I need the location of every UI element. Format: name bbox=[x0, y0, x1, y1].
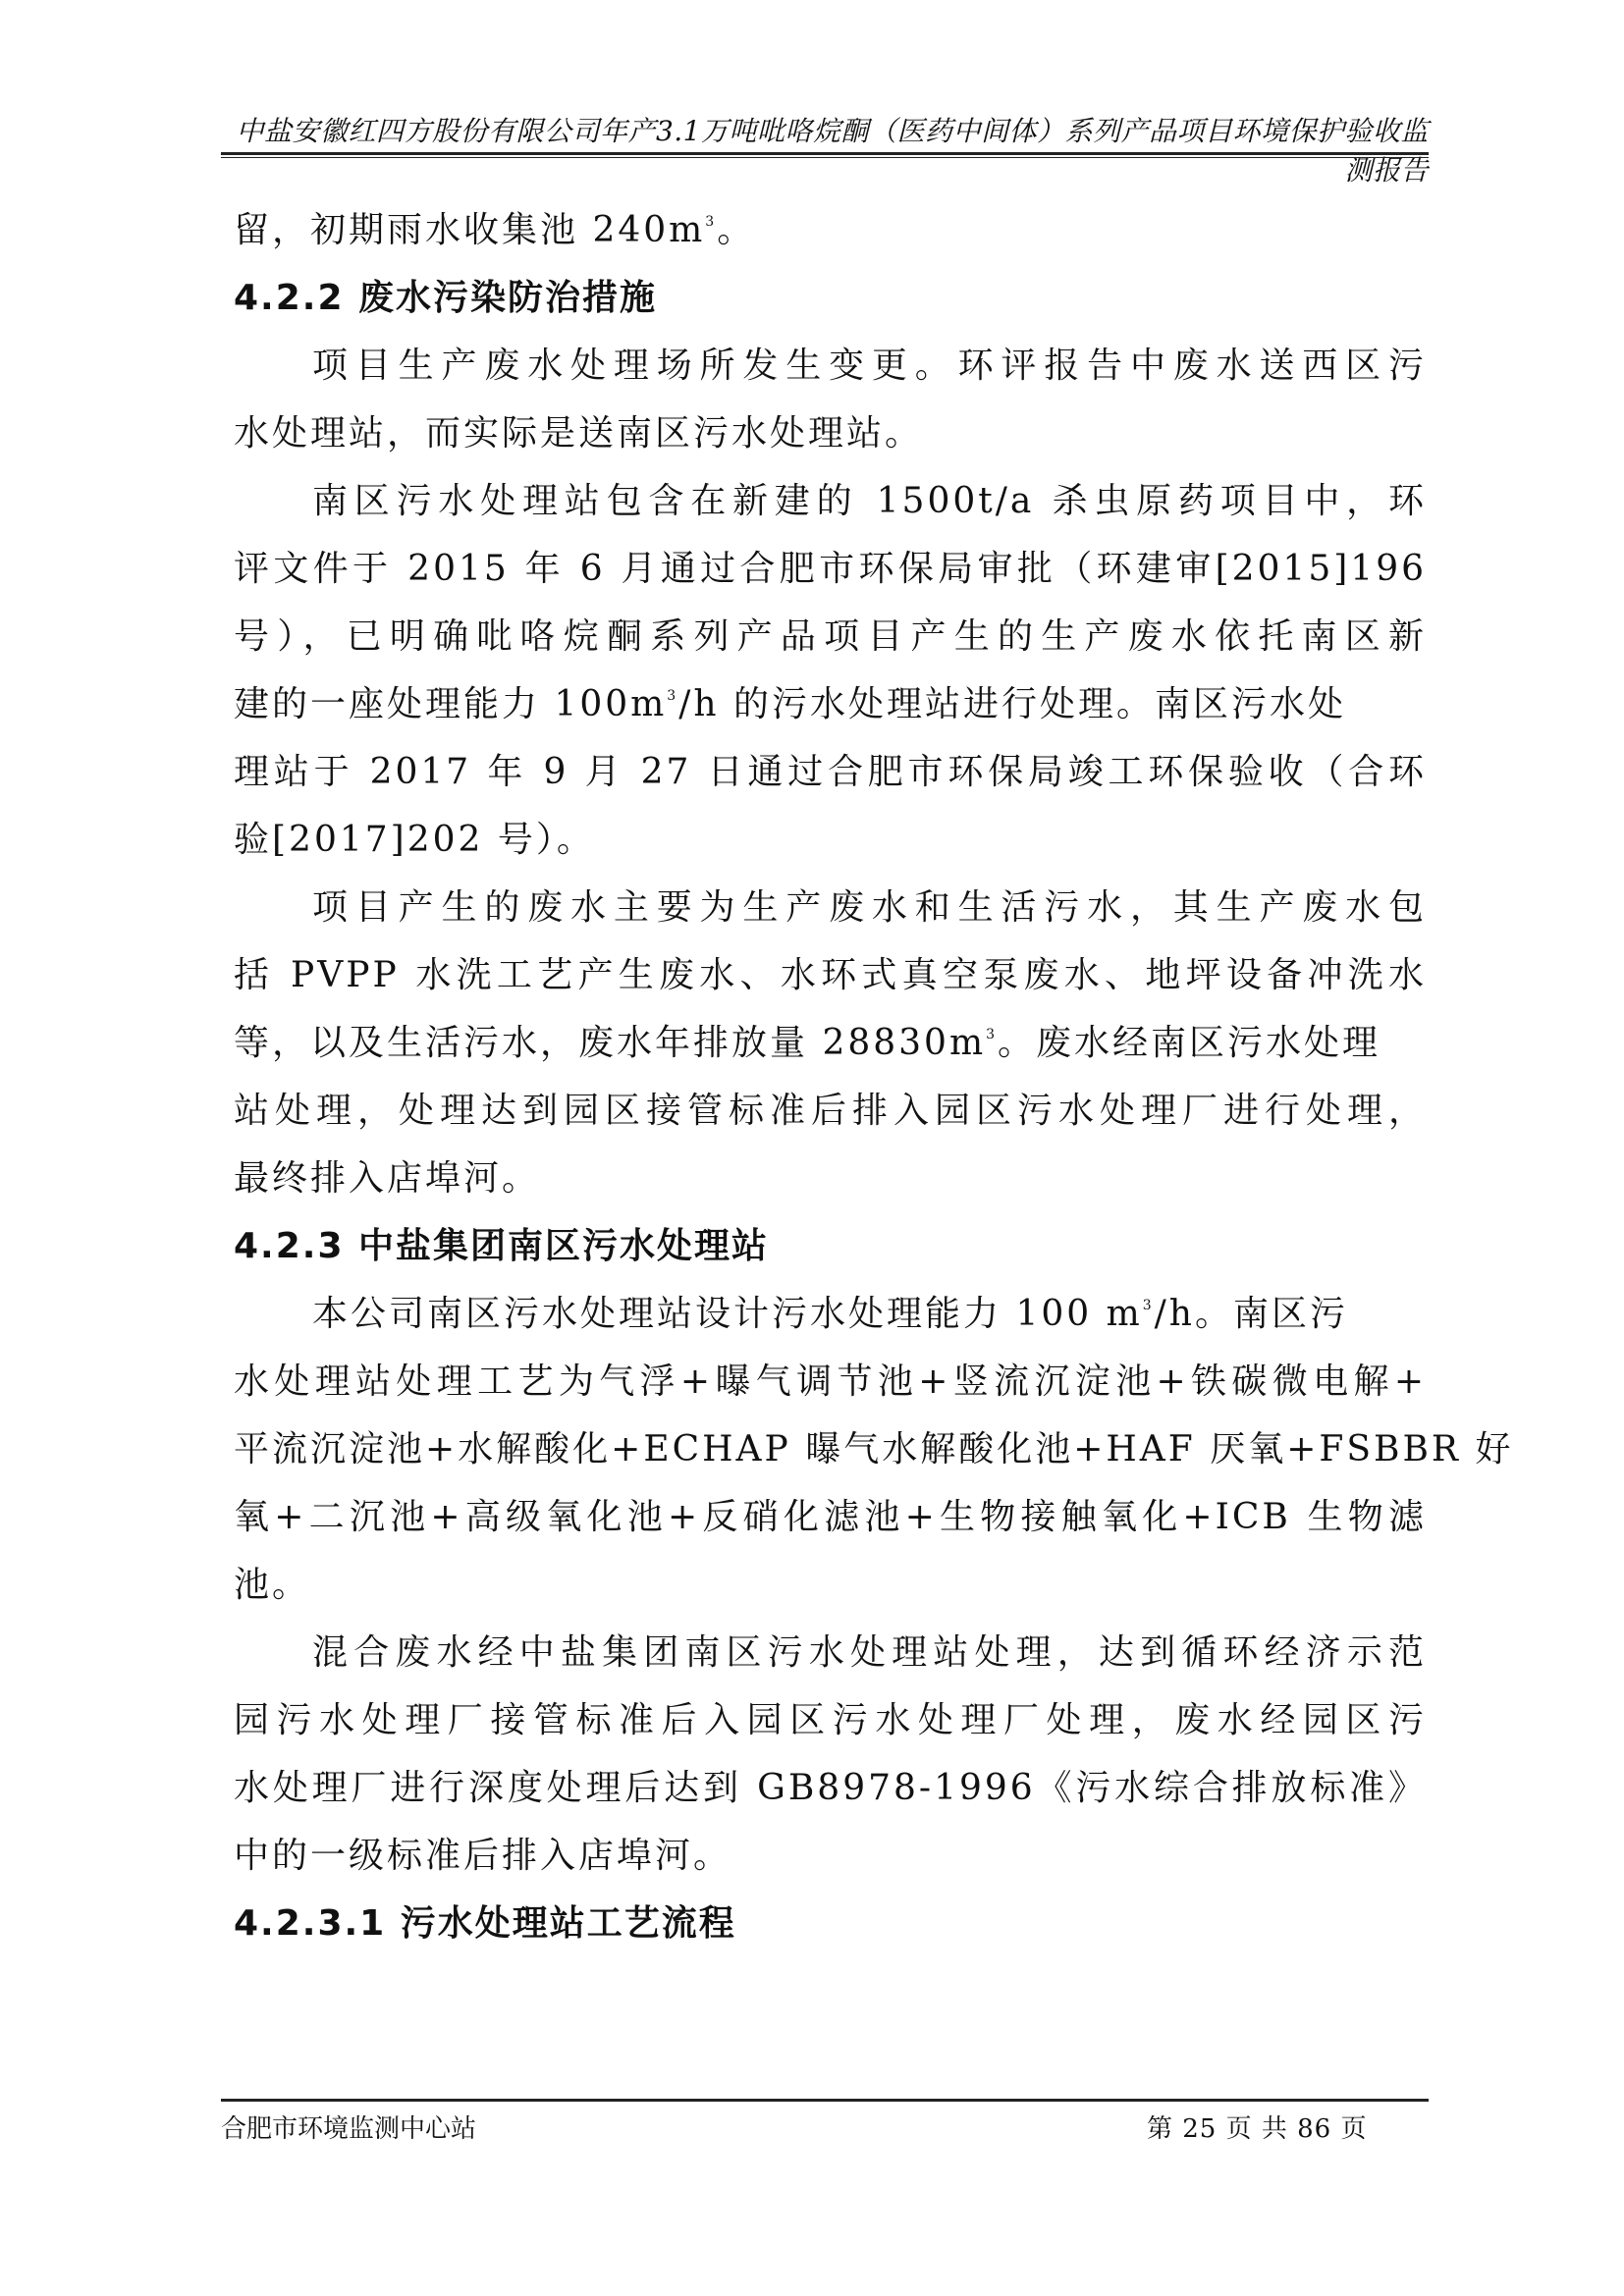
body-line: 园污水处理厂接管标准后入园区污水处理厂处理，废水经园区污 bbox=[234, 1700, 1427, 1740]
body-line: 理站于 2017 年 9 月 27 日通过合肥市环保局竣工环保验收（合环 bbox=[234, 752, 1427, 792]
body-line: 本公司南区污水处理站设计污水处理能力 100 $m^3/h$。南区污 bbox=[312, 1294, 1348, 1334]
footer-divider bbox=[221, 2099, 1429, 2102]
body-line: 水处理站，而实际是送南区污水处理站。 bbox=[234, 413, 924, 454]
body-line: 号），已明确吡咯烷酮系列产品项目产生的生产废水依托南区新 bbox=[234, 616, 1427, 657]
body-line: 括 PVPP 水洗工艺产生废水、水环式真空泵废水、地坪设备冲洗水 bbox=[234, 955, 1427, 995]
section-heading-4-2-3-1: 4.2.3.1 污水处理站工艺流程 bbox=[234, 1903, 736, 1944]
section-heading-4-2-2: 4.2.2 废水污染防治措施 bbox=[234, 278, 658, 318]
body-line: 留，初期雨水收集池 $240m^3$。 bbox=[234, 210, 756, 250]
body-line: 等，以及生活污水，废水年排放量 $28830m^3$。废水经南区污水处理 bbox=[234, 1023, 1381, 1063]
header-divider-thin bbox=[221, 157, 1429, 158]
section-heading-4-2-3: 4.2.3 中盐集团南区污水处理站 bbox=[234, 1226, 770, 1266]
body-line: 水处理厂进行深度处理后达到 GB8978-1996《污水综合排放标准》 bbox=[234, 1768, 1427, 1808]
body-line: 南区污水处理站包含在新建的 1500t/a 杀虫原药项目中，环 bbox=[312, 481, 1427, 521]
body-line: 项目产生的废水主要为生产废水和生活污水，其生产废水包 bbox=[312, 887, 1427, 928]
header-divider bbox=[221, 152, 1429, 155]
body-line: 站处理，处理达到园区接管标准后排入园区污水处理厂进行处理， bbox=[234, 1091, 1427, 1131]
footer-organization: 合肥市环境监测中心站 bbox=[221, 2114, 477, 2144]
body-line: 建的一座处理能力 $100m^3/h$ 的污水处理站进行处理。南区污水处 bbox=[234, 684, 1346, 724]
body-line: 中的一级标准后排入店埠河。 bbox=[234, 1836, 732, 1876]
body-line: 评文件于 2015 年 6 月通过合肥市环保局审批（环建审[2015]196 bbox=[234, 549, 1427, 589]
body-line: 验[2017]202 号）。 bbox=[234, 820, 595, 860]
body-line: 水处理站处理工艺为气浮+曝气调节池+竖流沉淀池+铁碳微电解+ bbox=[234, 1362, 1427, 1402]
body-line: 项目生产废水处理场所发生变更。环评报告中废水送西区污 bbox=[312, 346, 1427, 386]
body-line: 最终排入店埠河。 bbox=[234, 1158, 541, 1199]
body-line: 池。 bbox=[234, 1565, 311, 1605]
footer-page-number: 第 25 页 共 86 页 bbox=[1147, 2114, 1368, 2144]
body-line: 平流沉淀池+水解酸化+ECHAP 曝气水解酸化池+HAF 厌氧+FSBBR 好 bbox=[234, 1429, 1514, 1469]
report-header-title: 中盐安徽红四方股份有限公司年产3.1万吨吡咯烷酮（医药中间体）系列产品项目环境保护验收监测报告 bbox=[236, 115, 1429, 187]
page-body bbox=[234, 201, 1514, 1962]
body-line: 混合废水经中盐集团南区污水处理站处理，达到循环经济示范 bbox=[312, 1632, 1427, 1673]
body-line: 氧+二沉池+高级氧化池+反硝化滤池+生物接触氧化+ICB 生物滤 bbox=[234, 1497, 1427, 1537]
